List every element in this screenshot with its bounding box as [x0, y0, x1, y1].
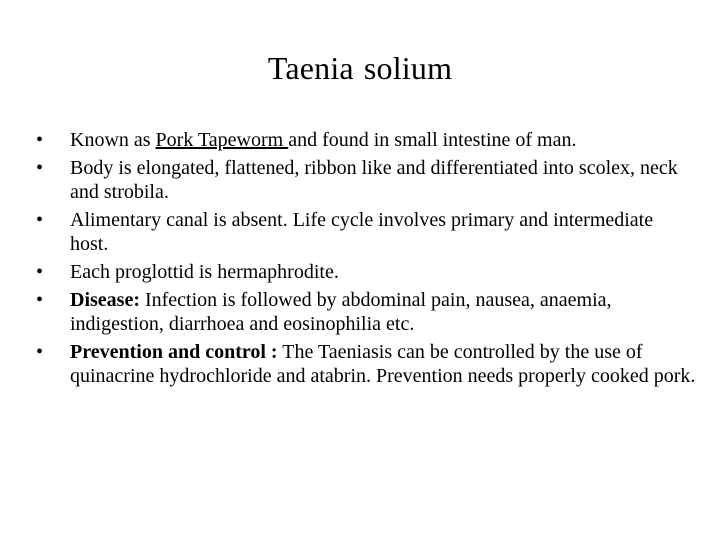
bullet-list — [36, 128, 696, 392]
bullet-icon: • — [36, 209, 44, 231]
bullet-item-proglottid — [36, 260, 696, 284]
bullet-text-pre: Known as — [70, 129, 156, 151]
bullet-text: Body is elongated, flattened, ribbon like and differentiated into scolex, neck and strobila. — [70, 157, 678, 203]
bullet-text: Each proglottid is hermaphrodite. — [70, 261, 339, 283]
bullet-item-alimentary — [36, 208, 696, 256]
bullet-item-body — [36, 156, 696, 204]
bullet-icon: • — [36, 341, 44, 363]
bullet-text-rest: The Taeniasis can be controlled by the use of quinacrine hydrochloride and atabrin. Prevention needs properly cooked pork. — [70, 341, 696, 387]
bullet-icon: • — [36, 261, 44, 283]
slide-title — [0, 46, 720, 90]
bullet-item-name — [36, 128, 696, 152]
bullet-icon: • — [36, 289, 44, 311]
title-word-species: solium — [363, 50, 453, 86]
bullet-bold-label: Disease: — [70, 289, 140, 311]
bullet-icon: • — [36, 129, 44, 151]
bullet-text: Alimentary canal is absent. Life cycle involves primary and intermediate host. — [70, 209, 654, 255]
bullet-icon: • — [36, 157, 44, 179]
title-word-genus: Taenia — [267, 50, 354, 86]
bullet-item-prevention — [36, 340, 696, 388]
bullet-underlined-term: Pork Tapeworm — [155, 129, 289, 151]
bullet-bold-label: Prevention and control : — [70, 341, 278, 363]
bullet-text-rest: Infection is followed by abdominal pain, nausea, anaemia, indigestion, diarrhoea and eosinophilia etc. — [70, 289, 612, 335]
bullet-item-disease — [36, 288, 696, 336]
bullet-text-post: and found in small intestine of man. — [288, 129, 577, 151]
